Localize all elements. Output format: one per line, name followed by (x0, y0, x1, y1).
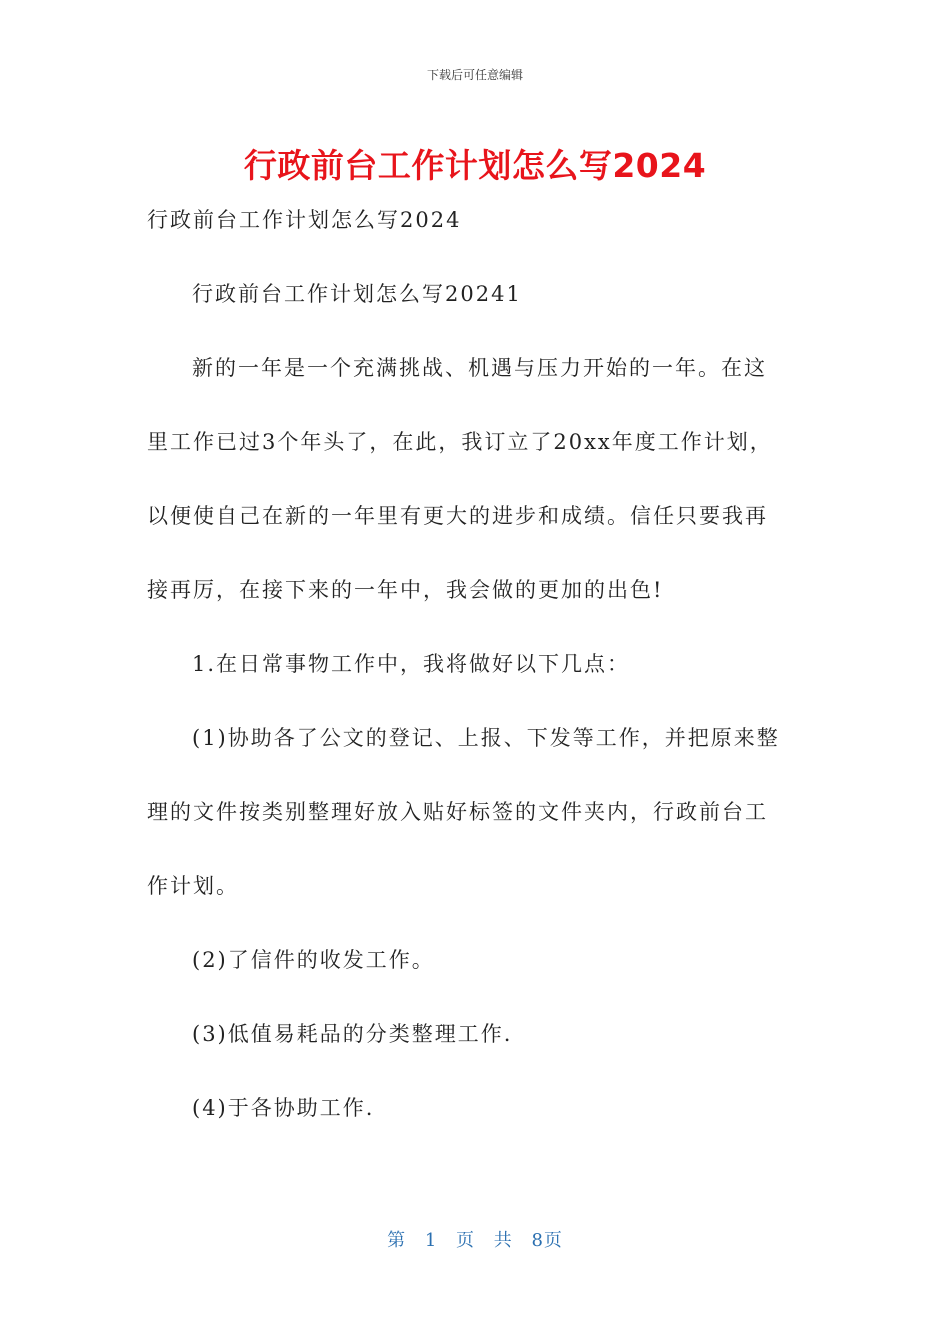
footer-current-page: 1 (424, 1230, 438, 1251)
page-footer (0, 1226, 950, 1252)
item-2: (2)了信件的收发工作。 (192, 948, 435, 972)
item-1-line-3: 作计划。 (147, 874, 239, 898)
footer-label-ye: 页 (456, 1230, 475, 1251)
item-1-paragraph (147, 722, 805, 902)
intro-line-3: 以便使自己在新的一年里有更大的进步和成绩。信任只要我再 (147, 504, 768, 528)
document-body (147, 204, 805, 1166)
item-1-line-1: (1)协助各了公文的登记、上报、下发等工作，并把原来整 (192, 726, 780, 750)
item-4: (4)于各协助工作. (192, 1096, 375, 1120)
intro-line-1: 新的一年是一个充满挑战、机遇与压力开始的一年。在这 (192, 356, 767, 380)
page-header-note: 下载后可任意编辑 (426, 68, 523, 82)
footer-label-di: 第 (387, 1230, 407, 1251)
item-3: (3)低值易耗品的分类整理工作. (192, 1022, 513, 1046)
section-1-heading: 1.在日常事物工作中，我将做好以下几点： (192, 652, 631, 676)
footer-label-gong: 共 (493, 1230, 513, 1251)
intro-line-2: 里工作已过3个年头了，在此，我订立了20xx年度工作计划， (147, 430, 773, 454)
section-heading: 行政前台工作计划怎么写20241 (192, 282, 522, 306)
item-1-line-2: 理的文件按类别整理好放入贴好标签的文件夹内，行政前台工 (147, 800, 768, 824)
document-title: 行政前台工作计划怎么写2024 (243, 146, 707, 185)
intro-paragraph (147, 352, 805, 606)
footer-total-pages: 8页 (531, 1230, 563, 1251)
document-subtitle: 行政前台工作计划怎么写2024 (147, 208, 462, 232)
intro-line-4: 接再厉，在接下来的一年中，我会做的更加的出色! (147, 578, 664, 602)
